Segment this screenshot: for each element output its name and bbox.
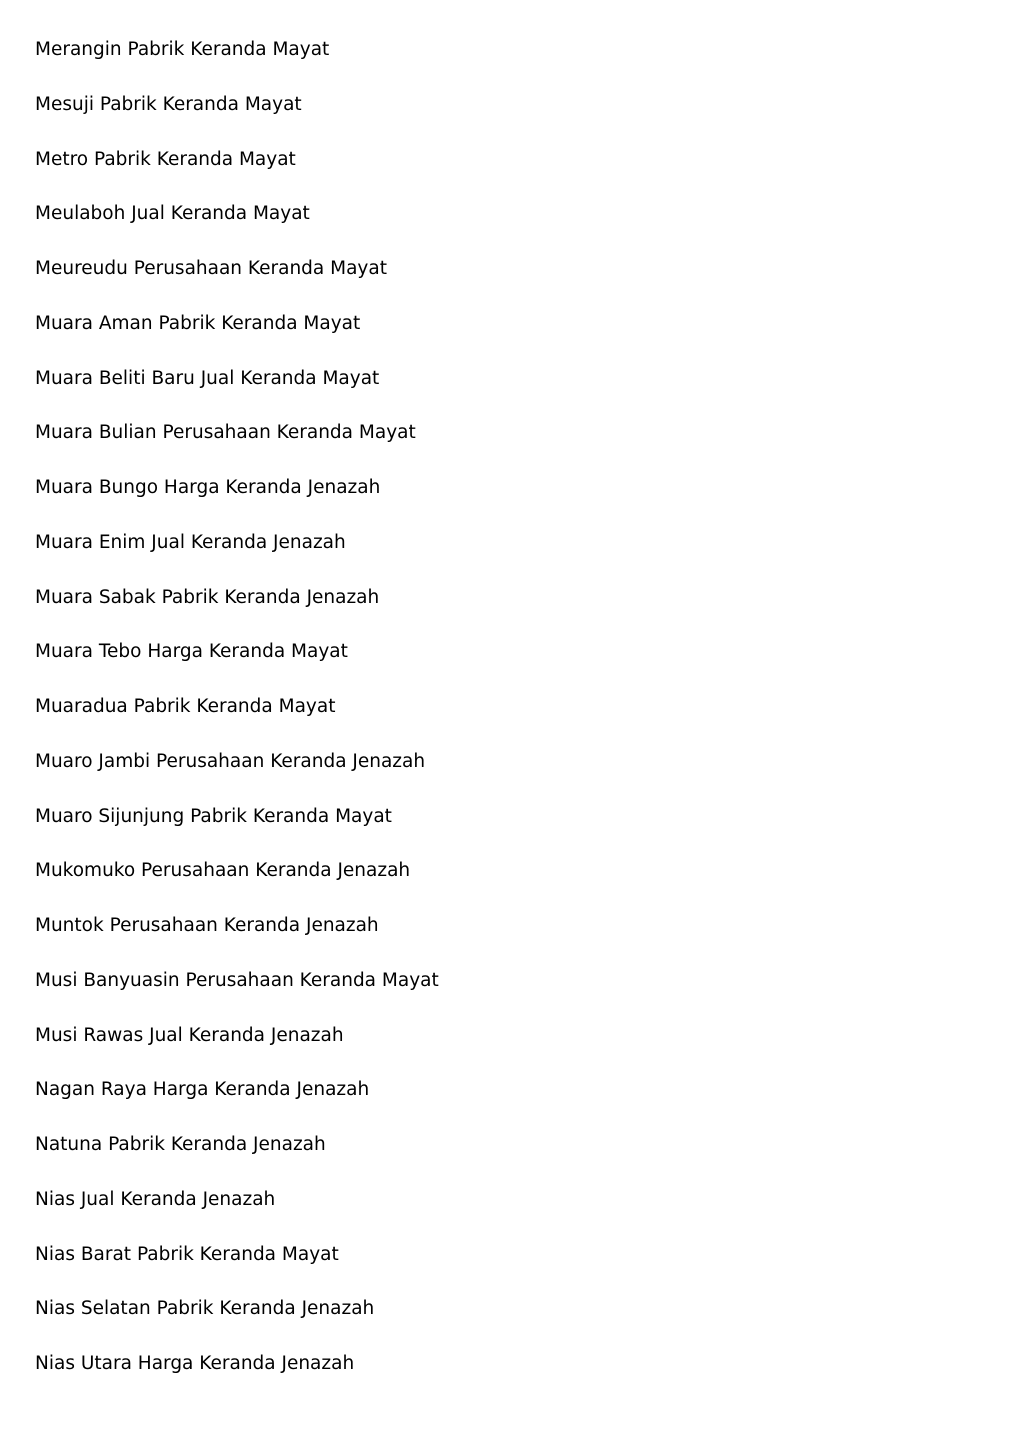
list-item[interactable]: Merangin Pabrik Keranda Mayat xyxy=(35,39,330,60)
location-list xyxy=(35,37,439,1406)
list-item[interactable]: Muara Beliti Baru Jual Keranda Mayat xyxy=(35,367,380,389)
list-item[interactable]: Natuna Pabrik Keranda Jenazah xyxy=(35,1134,326,1155)
list-item[interactable]: Meureudu Perusahaan Keranda Mayat xyxy=(35,258,387,279)
list-item[interactable]: Meulaboh Jual Keranda Mayat xyxy=(35,203,310,225)
list-item[interactable]: Musi Banyuasin Perusahaan Keranda Mayat xyxy=(35,969,439,991)
list-item[interactable]: Muara Aman Pabrik Keranda Mayat xyxy=(35,312,361,334)
list-item[interactable]: Muara Bulian Perusahaan Keranda Mayat xyxy=(35,422,416,444)
list-item[interactable]: Muara Bungo Harga Keranda Jenazah xyxy=(35,477,381,498)
list-item[interactable]: Nias Utara Harga Keranda Jenazah xyxy=(35,1353,355,1374)
list-item[interactable]: Muntok Perusahaan Keranda Jenazah xyxy=(35,915,379,936)
list-item[interactable]: Muara Sabak Pabrik Keranda Jenazah xyxy=(35,586,380,608)
list-item[interactable]: Muaradua Pabrik Keranda Mayat xyxy=(35,696,336,717)
list-item[interactable]: Muaro Sijunjung Pabrik Keranda Mayat xyxy=(35,805,392,827)
list-item[interactable]: Muara Enim Jual Keranda Jenazah xyxy=(35,531,346,553)
list-item[interactable]: Mesuji Pabrik Keranda Mayat xyxy=(35,93,302,115)
list-item[interactable]: Musi Rawas Jual Keranda Jenazah xyxy=(35,1024,344,1046)
list-item[interactable]: Mukomuko Perusahaan Keranda Jenazah xyxy=(35,860,411,882)
list-item[interactable]: Nagan Raya Harga Keranda Jenazah xyxy=(35,1079,370,1101)
list-item[interactable]: Nias Barat Pabrik Keranda Mayat xyxy=(35,1243,339,1265)
list-item[interactable]: Muaro Jambi Perusahaan Keranda Jenazah xyxy=(35,750,426,772)
list-item[interactable]: Metro Pabrik Keranda Mayat xyxy=(35,148,296,170)
list-item[interactable]: Nias Selatan Pabrik Keranda Jenazah xyxy=(35,1298,375,1320)
list-item[interactable]: Muara Tebo Harga Keranda Mayat xyxy=(35,641,348,663)
list-item[interactable]: Nias Jual Keranda Jenazah xyxy=(35,1188,276,1210)
